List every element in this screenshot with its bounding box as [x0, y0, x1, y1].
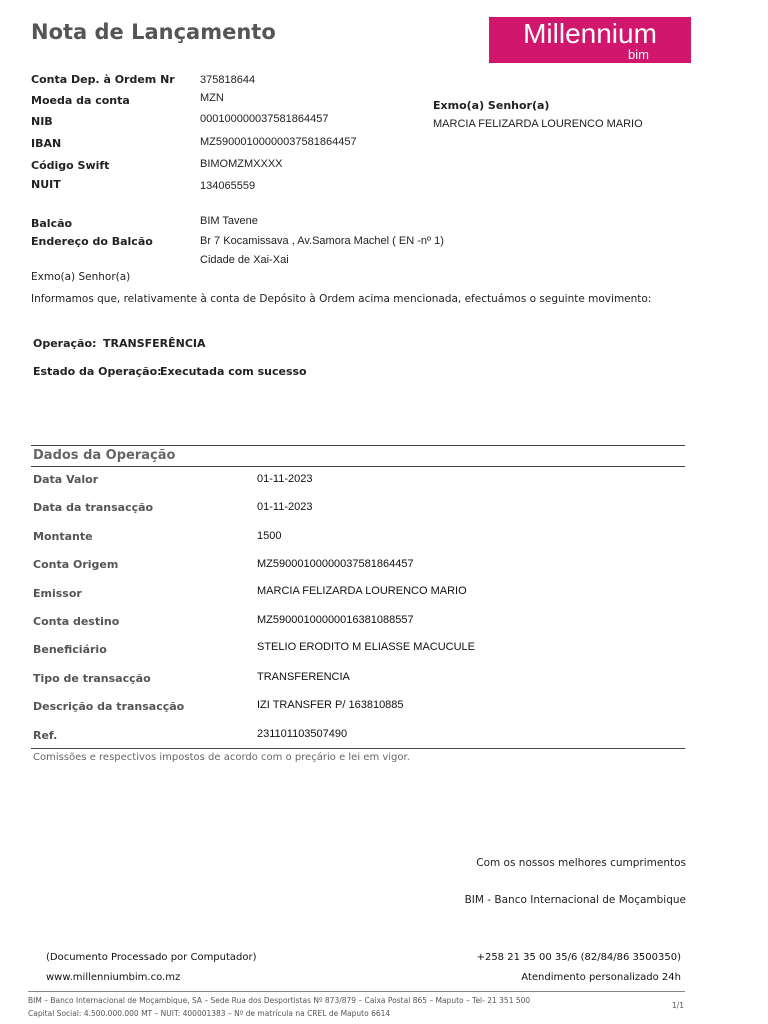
nib-value: 000100000037581864457	[200, 113, 329, 125]
processed-note: (Documento Processado por Computador)	[46, 952, 257, 963]
transaction-date-value: 01-11-2023	[257, 501, 313, 513]
amount-label: Montante	[33, 530, 93, 543]
service-hours: Atendimento personalizado 24h	[521, 972, 681, 983]
recipient-greeting: Exmo(a) Senhor(a)	[433, 99, 550, 112]
currency-label: Moeda da conta	[31, 94, 130, 107]
iban-value: MZ59000100000037581864457	[200, 136, 357, 148]
reference-label: Ref.	[33, 729, 58, 742]
beneficiary-value: STELIO ERODITO M ELIASSE MACUCULE	[257, 641, 476, 653]
transaction-type-label: Tipo de transacção	[33, 672, 151, 685]
branch-address-label: Endereço do Balcão	[31, 235, 153, 248]
account-number-value: 375818644	[200, 74, 256, 86]
value-date-label: Data Valor	[33, 473, 99, 486]
reference-value: 231101103507490	[257, 728, 348, 740]
beneficiary-label: Beneficiário	[33, 643, 107, 656]
logo-subtext: bim	[628, 47, 649, 62]
logo-text: Millennium	[523, 18, 657, 49]
source-account-value: MZ59000100000037581864457	[257, 558, 414, 570]
destination-account-value: MZ59000100000016381088557	[257, 614, 414, 626]
transaction-date-label: Data da transacção	[33, 501, 154, 514]
recipient-name: MARCIA FELIZARDA LOURENCO MARIO	[433, 118, 643, 130]
section-bottom-rule	[31, 748, 685, 749]
millennium-bim-logo	[489, 17, 691, 63]
destination-account-label: Conta destino	[33, 615, 120, 628]
account-number-label: Conta Dep. à Ordem Nr	[31, 73, 175, 86]
closing-regards: Com os nossos melhores cumprimentos	[476, 857, 686, 869]
website-link[interactable]: www.millenniumbim.co.mz	[46, 972, 181, 983]
phone-number: +258 21 35 00 35/6 (82/84/86 3500350)	[476, 952, 681, 963]
page-number: 1/1	[671, 1001, 684, 1010]
operation-data-title: Dados da Operação	[33, 448, 176, 463]
operation-label: Operação:	[33, 337, 97, 350]
issuer-value: MARCIA FELIZARDA LOURENCO MARIO	[257, 585, 467, 597]
transaction-type-value: TRANSFERENCIA	[257, 671, 350, 683]
operation-status-label: Estado da Operação:	[33, 365, 162, 378]
legal-line-2: Capital Social: 4.500.000.000 MT – NUIT: 400001383 – Nº de matrícula na CREL de Maputo 6614	[28, 1009, 391, 1018]
issuer-label: Emissor	[33, 587, 82, 600]
amount-value: 1500	[257, 530, 282, 542]
page-title: Nota de Lançamento	[31, 20, 276, 44]
operation-status-value: Executada com sucesso	[160, 365, 307, 378]
value-date-value: 01-11-2023	[257, 473, 313, 485]
swift-label: Código Swift	[31, 159, 110, 172]
branch-label: Balcão	[31, 217, 73, 230]
branch-address-line2: Cidade de Xai-Xai	[200, 254, 289, 266]
branch-address-line1: Br 7 Kocamissava , Av.Samora Machel ( EN -nº 1)	[200, 235, 444, 247]
operation-value: TRANSFERÊNCIA	[103, 337, 206, 350]
branch-value: BIM Tavene	[200, 215, 258, 227]
closing-bank-name: BIM - Banco Internacional de Moçambique	[464, 894, 686, 906]
legal-line-1: BIM – Banco Internacional de Moçambique, SA – Sede Rua dos Desportistas Nº 873/879 – Caixa Postal 865 – Maputo – Tel- 21 351 500	[28, 996, 531, 1005]
section-top-rule	[31, 445, 685, 446]
nib-label: NIB	[31, 115, 53, 128]
fees-note: Comissões e respectivos impostos de acordo com o preçário e lei em vigor.	[33, 752, 410, 763]
footer-rule	[28, 991, 685, 992]
intro-greeting: Exmo(a) Senhor(a)	[31, 271, 131, 283]
section-title-rule	[31, 466, 685, 467]
description-label: Descrição da transacção	[33, 700, 185, 713]
intro-text: Informamos que, relativamente à conta de Depósito à Ordem acima mencionada, efectuámos o seguinte movimento:	[31, 293, 652, 305]
swift-value: BIMOMZMXXXX	[200, 158, 283, 170]
currency-value: MZN	[200, 92, 224, 104]
description-value: IZI TRANSFER P/ 163810885	[257, 699, 404, 711]
iban-label: IBAN	[31, 137, 62, 150]
nuit-label: NUIT	[31, 178, 61, 191]
source-account-label: Conta Origem	[33, 558, 119, 571]
nuit-value: 134065559	[200, 180, 256, 192]
